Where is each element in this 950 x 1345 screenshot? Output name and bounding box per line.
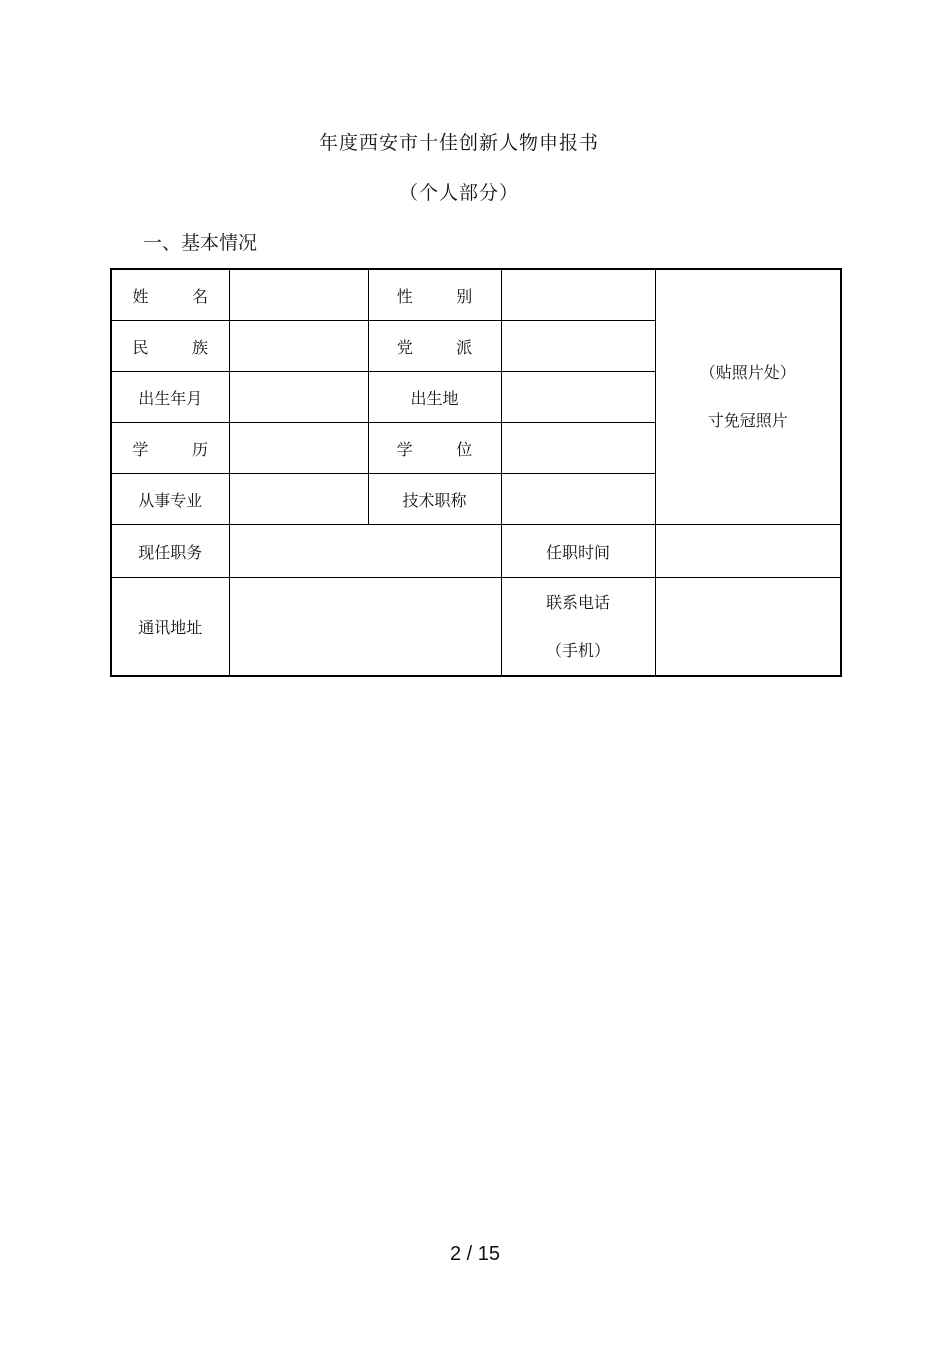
- document-subtitle: （个人部分）: [398, 182, 519, 204]
- section-heading: 一、基本情况: [143, 232, 258, 254]
- phone-label-line1: 联系电话: [545, 592, 610, 612]
- ethnicity-field[interactable]: [229, 321, 368, 372]
- education-field[interactable]: [229, 423, 368, 474]
- gender-field[interactable]: [501, 269, 655, 321]
- tenure-label: 任职时间: [501, 525, 655, 578]
- photo-placeholder: [655, 269, 841, 525]
- party-field[interactable]: [501, 321, 655, 372]
- birth-date-field[interactable]: [229, 372, 368, 423]
- basic-info-table: [110, 268, 842, 677]
- current-position-field[interactable]: [229, 525, 501, 578]
- name-field[interactable]: [229, 269, 368, 321]
- party-label: 党 派: [368, 321, 501, 372]
- photo-placeholder-line1: （贴照片处）: [699, 363, 796, 382]
- tenure-field[interactable]: [655, 525, 841, 578]
- gender-label: 性 别: [368, 269, 501, 321]
- professional-title-field[interactable]: [501, 474, 655, 525]
- ethnicity-label: 民 族: [111, 321, 229, 372]
- major-label: 从事专业: [111, 474, 229, 525]
- major-field[interactable]: [229, 474, 368, 525]
- birthplace-label: 出生地: [368, 372, 501, 423]
- table-row: [111, 525, 841, 578]
- degree-field[interactable]: [501, 423, 655, 474]
- photo-placeholder-line2: 寸免冠照片: [707, 411, 788, 430]
- table-row: [111, 269, 841, 321]
- phone-label: [501, 578, 655, 677]
- document-title: 年度西安市十佳创新人物申报书: [318, 132, 599, 154]
- address-label: 通讯地址: [111, 578, 229, 677]
- table-row: [111, 578, 841, 677]
- phone-field[interactable]: [655, 578, 841, 677]
- birth-date-label: 出生年月: [111, 372, 229, 423]
- education-label: 学 历: [111, 423, 229, 474]
- address-field[interactable]: [229, 578, 501, 677]
- name-label: 姓 名: [111, 269, 229, 321]
- birthplace-field[interactable]: [501, 372, 655, 423]
- degree-label: 学 位: [368, 423, 501, 474]
- professional-title-label: 技术职称: [368, 474, 501, 525]
- phone-label-line2: （手机）: [545, 640, 610, 660]
- current-position-label: 现任职务: [111, 525, 229, 578]
- page-indicator: 2 / 15: [449, 1243, 501, 1265]
